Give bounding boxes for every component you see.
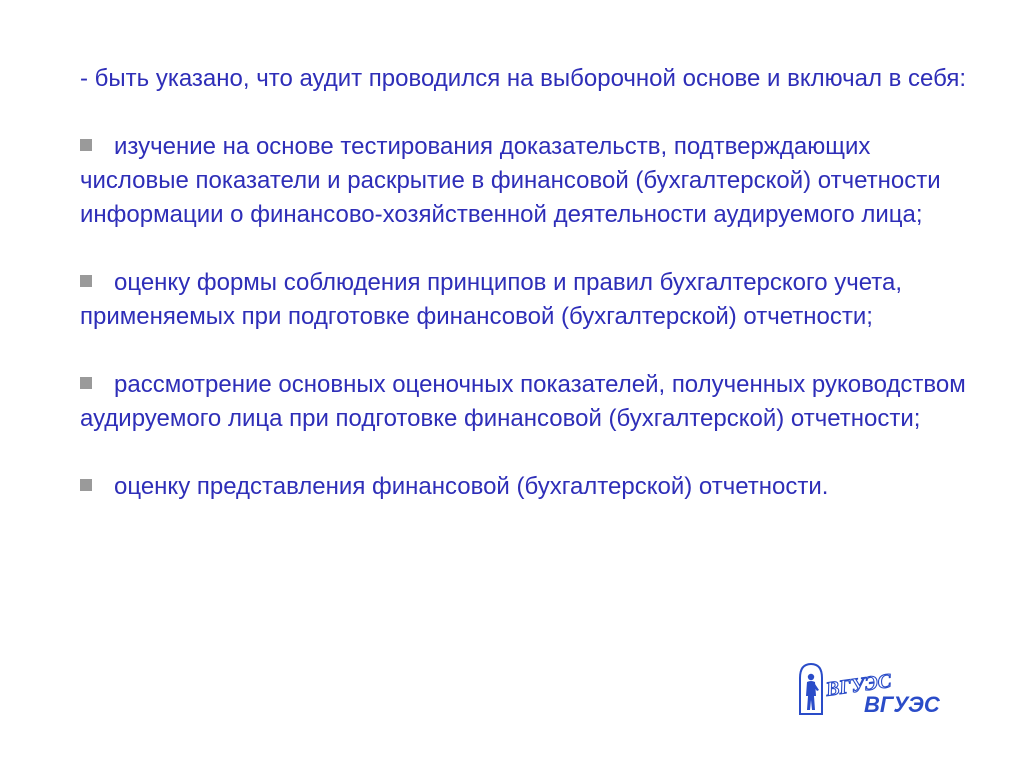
bullet-item	[80, 470, 980, 504]
vguies-logo	[794, 662, 944, 716]
bullet-text: оценку формы соблюдения принципов и правил бухгалтерского учета, применяемых при подготовке финансовой (бухгалтерской) отчетности;	[80, 269, 903, 330]
bullet-text: изучение на основе тестирования доказательств, подтверждающих числовые показатели и раскрытие в финансовой (бухгалтерской) отчетности информации о финансово-хозяйственной деятельности аудируемого лица;	[80, 133, 941, 228]
intro-text: - быть указано, что аудит проводился на выборочной основе и включал в себя:	[80, 65, 967, 92]
square-bullet-icon	[80, 275, 92, 287]
square-bullet-icon	[80, 139, 92, 151]
bullet-item	[80, 368, 980, 436]
bullet-item	[80, 130, 980, 232]
svg-text:ВГУЭС: ВГУЭС	[864, 692, 940, 716]
square-bullet-icon	[80, 479, 92, 491]
slide-content	[80, 62, 980, 504]
bullet-text: рассмотрение основных оценочных показателей, полученных руководством аудируемого лица при подготовке финансовой (бухгалтерской) отчетности;	[80, 371, 966, 432]
square-bullet-icon	[80, 377, 92, 389]
svg-text:ВГУЭС: ВГУЭС	[824, 669, 893, 701]
bullet-list	[80, 130, 980, 504]
bullet-item	[80, 266, 980, 334]
bullet-text: оценку представления финансовой (бухгалтерской) отчетности.	[114, 473, 829, 500]
